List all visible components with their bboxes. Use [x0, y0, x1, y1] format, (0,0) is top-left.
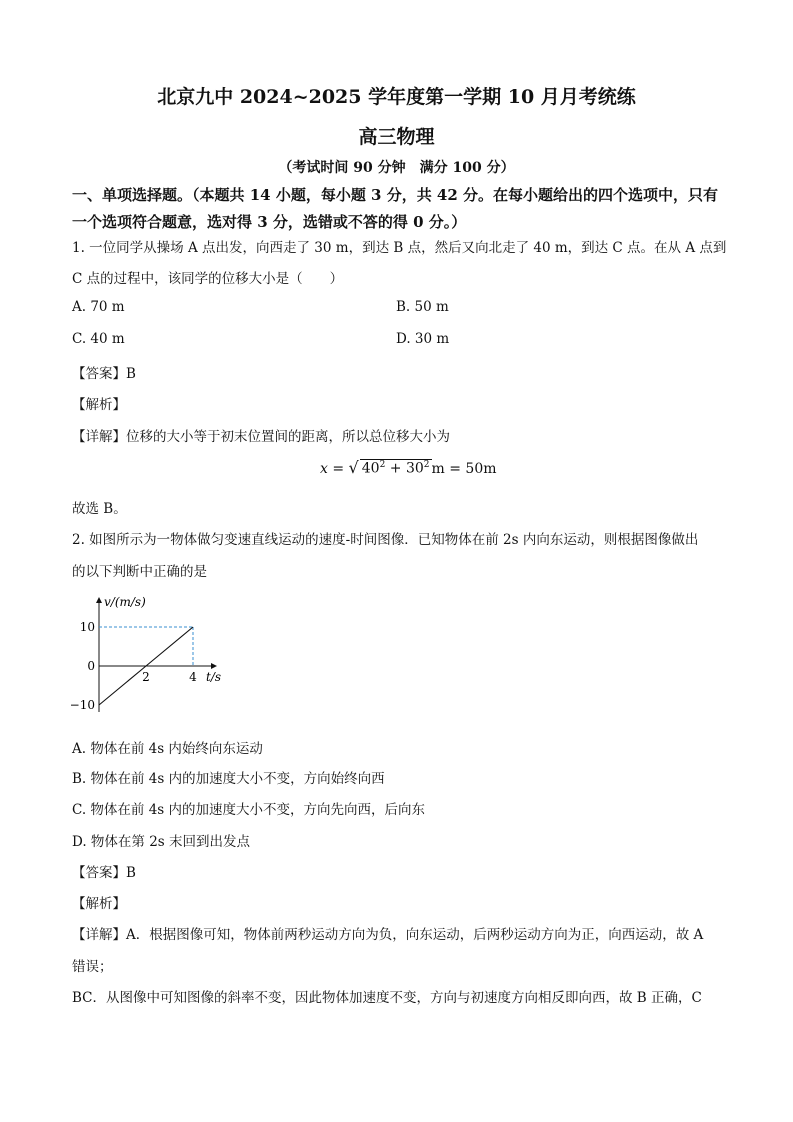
q1-conclusion: 故选 B。 — [72, 501, 127, 517]
q1-analysis-label: 【解析】 — [72, 397, 126, 413]
answer-value: B — [126, 366, 136, 382]
q1-option-d: D. 30 m — [396, 331, 450, 347]
q2-stem-line1: 2. 如图所示为一物体做匀变速直线运动的速度-时间图像．已知物体在前 2s 内向东运动，则根据图像做出 — [72, 532, 699, 548]
exam-info: （考试时间 90 分钟 满分 100 分） — [278, 160, 515, 176]
formula-term1: 40 — [361, 461, 380, 477]
q2-option-d: D. 物体在第 2s 末回到出发点 — [72, 834, 251, 850]
q2-option-b: B. 物体在前 4s 内的加速度大小不变，方向始终向西 — [72, 771, 385, 787]
formula-term2: 30 — [405, 461, 424, 477]
q2-answer — [72, 861, 136, 881]
answer-label: 【答案】 — [72, 366, 126, 382]
answer-label: 【答案】 — [72, 865, 126, 881]
q2-detail-line2: 错误； — [72, 959, 113, 975]
q1-option-b: B. 50 m — [396, 299, 449, 315]
q1-stem-line1: 1. 一位同学从操场 A 点出发，向西走了 30 m，到达 B 点，然后又向北走了 40 m，到达 C 点。在从 A 点到 — [72, 240, 727, 256]
page-title: 北京九中 2024~2025 学年度第一学期 10 月月考统练 — [157, 86, 636, 108]
formula-exp2: 2 — [423, 460, 430, 471]
q2-analysis-label: 【解析】 — [72, 896, 126, 912]
formula-rhs: = 50m — [449, 461, 497, 477]
q2-stem-line2: 的以下判断中正确的是 — [72, 564, 207, 580]
q1-stem-line2: C 点的过程中，该同学的位移大小是（ ） — [72, 271, 344, 287]
vt-chart — [66, 588, 236, 718]
detail-label: 【详解】 — [72, 429, 126, 445]
sqrt-radicand — [360, 459, 432, 477]
x-axis-label: t/s — [206, 670, 222, 684]
formula-exp1: 2 — [379, 460, 386, 471]
formula-unit: m — [431, 461, 445, 477]
y-tick-label: 0 — [87, 659, 95, 673]
q1-formula — [320, 458, 497, 477]
formula-plus: + — [389, 461, 402, 477]
x-tick-label: 4 — [189, 670, 197, 684]
y-axis-label: v/(m/s) — [104, 595, 146, 609]
q2-detail-line1 — [72, 923, 703, 943]
y-tick-label: 10 — [79, 620, 95, 634]
page-subtitle: 高三物理 — [358, 126, 435, 148]
q2-option-a: A. 物体在前 4s 内始终向东运动 — [72, 741, 263, 757]
q2-detail-line3: BC．从图像中可知图像的斜率不变，因此物体加速度不变，方向与初速度方向相反即向西，故 B 正确，C — [72, 990, 702, 1006]
q1-option-c: C. 40 m — [72, 331, 125, 347]
x-tick-label: 2 — [142, 670, 150, 684]
detail-label: 【详解】 — [72, 927, 126, 943]
detail-text: 位移的大小等于初末位置间的距离，所以总位移大小为 — [126, 429, 450, 445]
formula-lhs: x = — [320, 461, 345, 477]
y-tick-label: −10 — [69, 698, 95, 712]
sqrt-symbol: √ — [348, 458, 359, 477]
section-heading: 一、单项选择题。（本题共 14 小题，每小题 3 分，共 42 分。在每小题给出的四个选项中，只有一个选项符合题意，选对得 3 分，选错或不答的得 0 分。） — [72, 186, 719, 231]
q1-option-a: A. 70 m — [72, 299, 125, 315]
q1-detail — [72, 425, 450, 445]
answer-value: B — [126, 865, 136, 881]
q1-answer — [72, 362, 136, 382]
detail-text: A．根据图像可知，物体前两秒运动方向为负，向东运动，后两秒运动方向为正，向西运动，故 A — [126, 927, 704, 943]
q2-option-c: C. 物体在前 4s 内的加速度大小不变，方向先向西，后向东 — [72, 802, 426, 818]
